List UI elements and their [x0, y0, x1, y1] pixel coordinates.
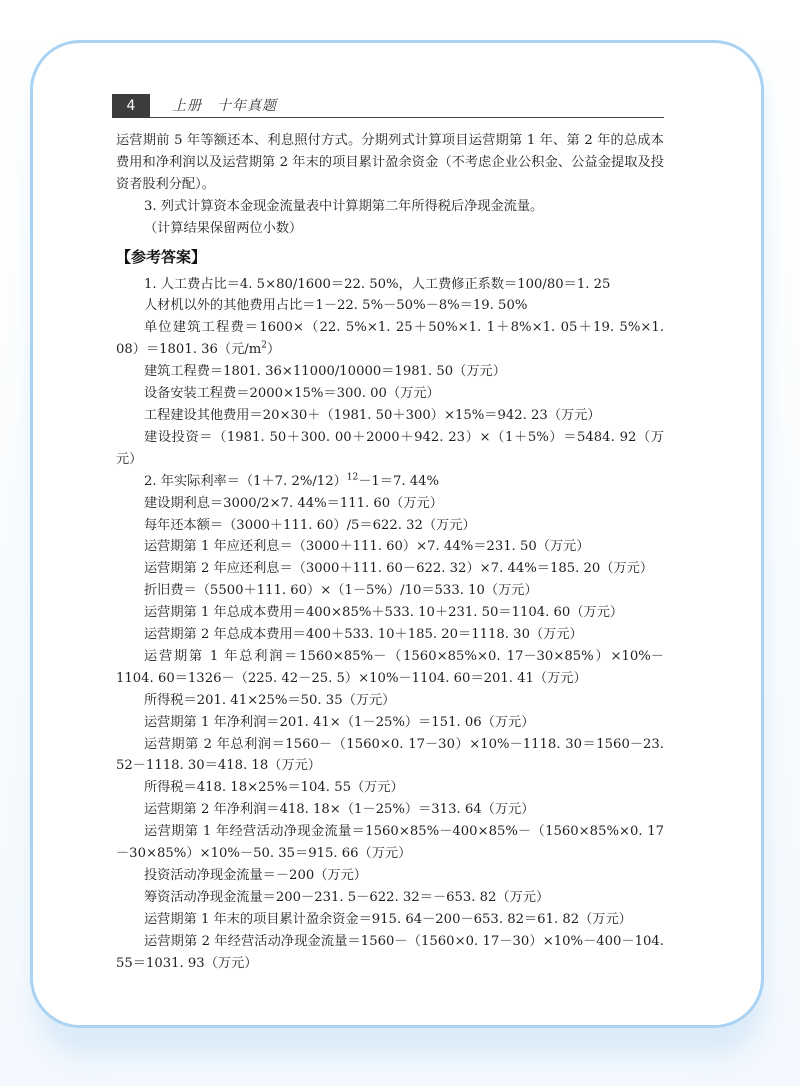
- question-3: 3. 列式计算资本金现金流量表中计算期第二年所得税后净现金流量。: [144, 198, 544, 214]
- intro-paragraph: 运营期前 5 年等额还本、利息照付方式。分期列式计算项目运营期第 1 年、第 2 年的总成本费用和净利润以及运营期第 2 年末的项目累计盈余资金（不考虑企业公积金、公益金提取及投资者股利分配）。: [116, 133, 664, 192]
- answer-line: 运营期第 2 年总利润＝1560－（1560×0. 17－30）×10%－1118. 30＝1560－23. 52－1118. 30＝418. 18（万元）: [116, 736, 664, 774]
- page-header: [112, 94, 664, 118]
- answer-line: 筹资活动净现金流量＝200－231. 5－622. 32＝－653. 82（万元）: [144, 889, 550, 905]
- answer-line: 所得税＝201. 41×25%＝50. 35（万元）: [144, 692, 396, 708]
- answer-line: 建筑工程费＝1801. 36×11000/10000＝1981. 50（万元）: [144, 364, 506, 380]
- answer-line: 运营期第 1 年净利润＝201. 41×（1－25%）＝151. 06（万元）: [144, 714, 535, 730]
- answer-line: 折旧费＝（5500＋111. 60）×（1－5%）/10＝533. 10（万元）: [144, 583, 538, 599]
- answer-line: 2. 年实际利率＝（1＋7. 2%/12）$^{12}$－1＝7. 44%: [144, 472, 440, 489]
- answer-line: 运营期第 2 年总成本费用＝400＋533. 10＋185. 20＝1118. 30（万元）: [144, 627, 583, 643]
- answer-line: 每年还本额＝（3000＋111. 60）/5＝622. 32（万元）: [144, 517, 476, 533]
- answer-line: 建设期利息＝3000/2×7. 44%＝111. 60（万元）: [144, 495, 443, 511]
- answer-line: 建设投资＝（1981. 50＋300. 00＋2000＋942. 23）×（1＋5%）＝5484. 92（万元）: [116, 429, 664, 467]
- answer-line: 1. 人工费占比＝4. 5×80/1600＝22. 50%，人工费修正系数＝100/80＝1. 25: [144, 276, 611, 292]
- answer-line: 运营期第 1 年经营活动净现金流量＝1560×85%－400×85%－（1560×85%×0. 17－30×85%）×10%－50. 35＝915. 66（万元）: [116, 824, 664, 862]
- page-content: [116, 130, 664, 975]
- answer-line: 投资活动净现金流量＝－200（万元）: [144, 868, 367, 883]
- answer-line: 运营期第 2 年经营活动净现金流量＝1560－（1560×0. 17－30）×10%－400－104. 55＝1031. 93（万元）: [116, 933, 664, 971]
- answer-line: 人材机以外的其他费用占比＝1－22. 5%－50%－8%＝19. 50%: [144, 298, 528, 314]
- running-title: 上册 十年真题: [172, 98, 277, 114]
- page-number: 4: [112, 94, 150, 118]
- answer-line: 设备安装工程费＝2000×15%＝300. 00（万元）: [144, 386, 440, 402]
- answer-line: 单位建筑工程费＝1600×（22. 5%×1. 25＋50%×1. 1＋8%×1. 05＋19. 5%×1. 08）＝1801. 36（元$/m^2$）: [116, 320, 664, 358]
- answer-line: 运营期第 2 年应还利息＝（3000＋111. 60－622. 32）×7. 44%＝185. 20（万元）: [144, 561, 654, 577]
- answer-line: 所得税＝418. 18×25%＝104. 55（万元）: [144, 780, 404, 796]
- header-rule: [150, 117, 664, 118]
- answer-line: 运营期第 1 年总成本费用＝400×85%＋533. 10＋231. 50＝1104. 60（万元）: [144, 605, 624, 621]
- answer-line: 运营期第 1 年总利润＝1560×85%－（1560×85%×0. 17－30×85%）×10%－1104. 60＝1326－（225. 42－25. 5）×10%－1104. 60＝201. 41（万元）: [116, 648, 664, 686]
- superscript: 12: [346, 472, 359, 483]
- rounding-note: （计算结果保留两位小数）: [144, 220, 303, 236]
- superscript: 2: [261, 340, 267, 351]
- answer-line: 运营期第 2 年净利润＝418. 18×（1－25%）＝313. 64（万元）: [144, 802, 535, 818]
- answer-line: 运营期第 1 年末的项目累计盈余资金＝915. 64－200－653. 82＝61. 82（万元）: [144, 911, 632, 927]
- answer-heading: 【参考答案】: [116, 247, 207, 266]
- answer-line: 工程建设其他费用＝20×30＋（1981. 50＋300）×15%＝942. 23（万元）: [144, 407, 601, 423]
- answer-line: 运营期第 1 年应还利息＝（3000＋111. 60）×7. 44%＝231. 50（万元）: [144, 539, 590, 555]
